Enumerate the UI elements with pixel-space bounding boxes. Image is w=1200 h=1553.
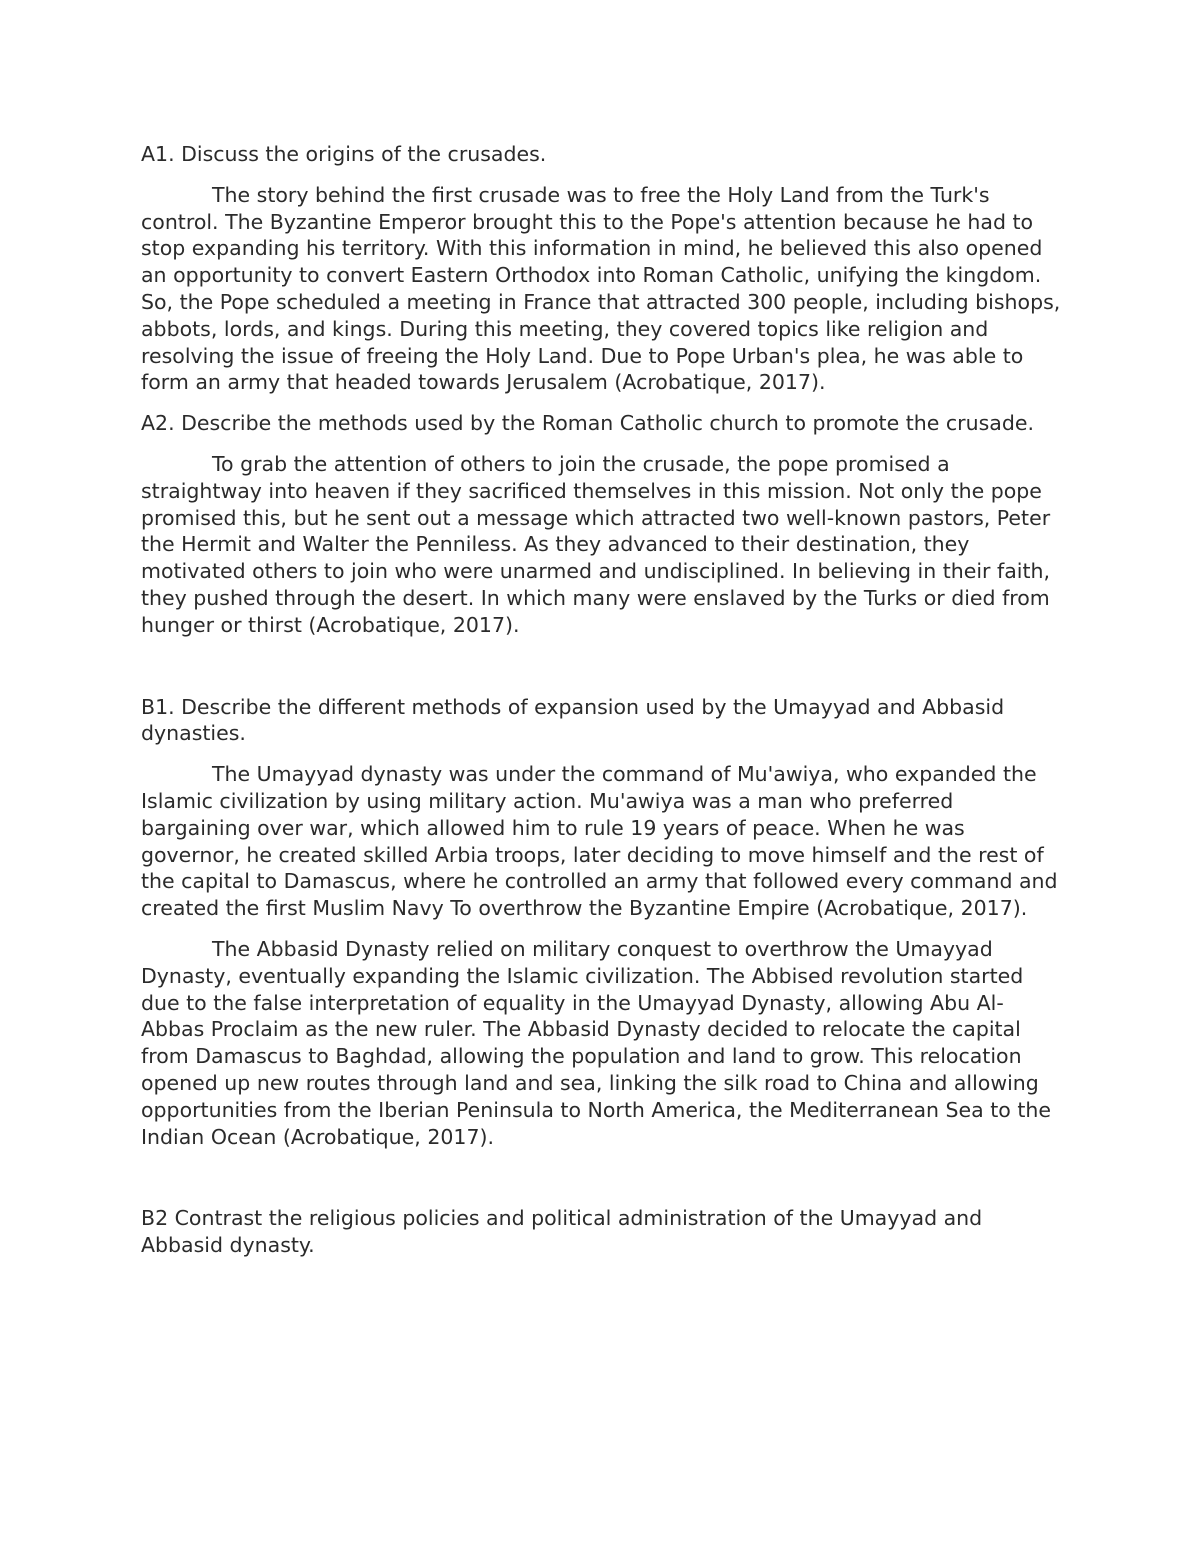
section-paragraph-b1-abbasid: The Abbasid Dynasty relied on military conquest to overthrow the Umayyad Dynasty, eventually expanding the Islamic civilization. The Abbised revolution started due to the false interpretation of equality in the Umayyad Dynasty, allowing Abu Al-Abbas Proclaim as the new ruler. The Abbasid Dynasty decided to relocate the capital from Damascus to Baghdad, allowing the population and land to grow. This relocation opened up new routes through land and sea, linking the silk road to China and allowing opportunities from the Iberian Peninsula to North America, the Mediterranean Sea to the Indian Ocean (Acrobatique, 2017). <box>141 936 1051 1149</box>
section-paragraph-b1-umayyad: The Umayyad dynasty was under the command of Mu'awiya, who expanded the Islamic civilization by using military action. Mu'awiya was a man who preferred bargaining over war, which allowed him to rule 19 years of peace. When he was governor, he created skilled Arbia troops, later deciding to move himself and the rest of the capital to Damascus, where he controlled an army that followed every command and created the first Muslim Navy To overthrow the Byzantine Empire (Acrobatique, 2017). <box>141 762 1058 921</box>
section-heading-b1: B1. Describe the different methods of expansion used by the Umayyad and Abbasid dynasties. <box>141 694 1005 746</box>
document-body <box>141 141 1061 1273</box>
section-heading-a1: A1. Discuss the origins of the crusades. <box>141 142 547 166</box>
section-heading-b2: B2 Contrast the religious policies and political administration of the Umayyad and Abbasid dynasty. <box>141 1206 983 1258</box>
section-paragraph-a2: To grab the attention of others to join the crusade, the pope promised a straightway into heaven if they sacrificed themselves in this mission. Not only the pope promised this, but he sent out a message which attracted two well-known pastors, Peter the Hermit and Walter the Penniless. As they advanced to their destination, they motivated others to join who were unarmed and undisciplined. In believing in their faith, they pushed through the desert. In which many were enslaved by the Turks or died from hunger or thirst (Acrobatique, 2017). <box>141 451 1051 637</box>
section-paragraph-a1: The story behind the first crusade was to free the Holy Land from the Turk's control. The Byzantine Emperor brought this to the Pope's attention because he had to stop expanding his territory. With this information in mind, he believed this also opened an opportunity to convert Eastern Orthodox into Roman Catholic, unifying the kingdom. So, the Pope scheduled a meeting in France that attracted 300 people, including bishops, abbots, lords, and kings. During this meeting, they covered topics like religion and resolving the issue of freeing the Holy Land. Due to Pope Urban's plea, he was able to form an army that headed towards Jerusalem (Acrobatique, 2017). <box>141 182 1061 395</box>
section-heading-a2: A2. Describe the methods used by the Roman Catholic church to promote the crusade. <box>141 411 1034 436</box>
